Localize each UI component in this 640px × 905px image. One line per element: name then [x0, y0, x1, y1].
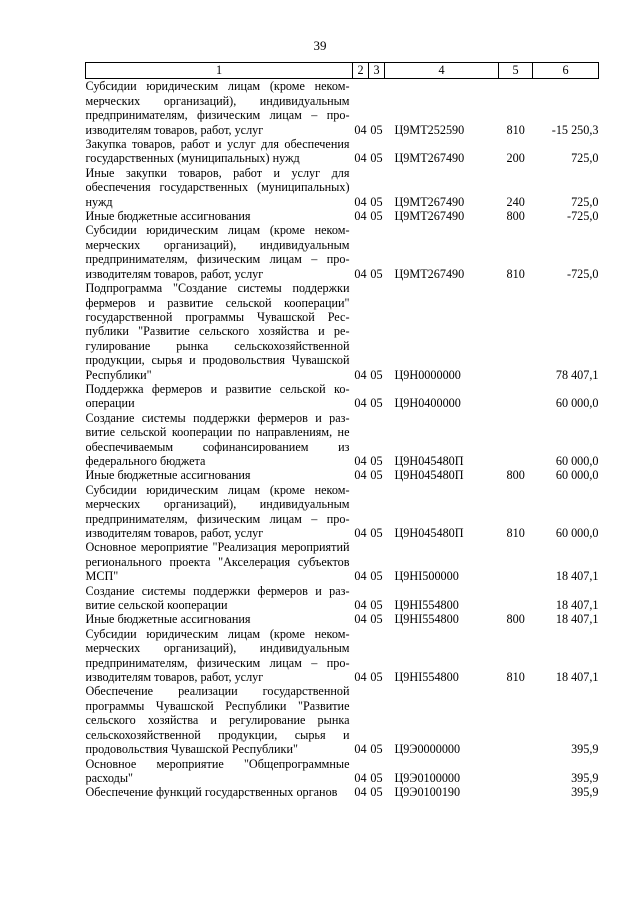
row-target-article-code: Ц9НI500000: [394, 569, 459, 584]
row-target-article-code: Ц9Э0100000: [394, 770, 461, 785]
row-target-article-code: Ц9НI554800: [394, 612, 459, 627]
row-section-code: 04: [354, 598, 367, 613]
row-target-article-code: Ц9Н045480П: [394, 526, 464, 540]
table-body: [86, 79, 599, 800]
row-expense-type-code: [499, 281, 533, 382]
row-amount: -725,0: [567, 209, 599, 224]
row-target-article-code: Ц9МТ267490: [394, 209, 465, 224]
row-expense-type-code: [499, 584, 533, 613]
row-section-code: 04: [354, 194, 367, 209]
row-name: Иные бюджетные ассигнования: [85, 468, 251, 483]
table-row: [86, 584, 599, 613]
row-name: Поддержка фермеров и развитие сельской кооперации: [85, 381, 350, 411]
table-row: [86, 209, 599, 223]
row-amount: 395,9: [571, 770, 599, 785]
row-name: Подпрограмма "Создание системы поддержки фермеров и развитие сельской кооперации" государственной программы Чувашской Республики "Развитие сельского хозяйства и регулирование рынка сельскохозяйственной продукции, сырья и продовольствия Чувашской Республики": [85, 281, 350, 382]
row-name: Иные бюджетные ассигнования: [85, 209, 251, 224]
row-amount: 60 000,0: [555, 396, 599, 411]
row-target-article-code: Ц9МТ252590: [394, 122, 465, 137]
row-section-code: 04: [354, 122, 367, 137]
table-row: [86, 411, 599, 469]
row-amount: -725,0: [567, 266, 599, 281]
row-amount: 18 407,1: [555, 612, 599, 627]
row-expense-type-code: 810: [506, 122, 525, 137]
row-subsection-code: 05: [370, 122, 383, 137]
row-target-article-code: Ц9МТ267490: [394, 151, 465, 166]
row-amount: 18 407,1: [555, 670, 599, 685]
row-name: Обеспечение реализации государственной программы Чувашской Республики "Развитие сельского хозяйства и регулирование рынка сельскохозяйственной продукции, сырья и продовольствия Чувашской Республики": [85, 684, 350, 757]
table-row: [86, 79, 599, 137]
row-section-code: 04: [354, 266, 367, 281]
row-subsection-code: 05: [370, 209, 383, 224]
row-amount: 78 407,1: [555, 367, 599, 382]
row-name: Основное мероприятие "Общепрограммные расходы": [85, 756, 350, 785]
row-expense-type-code: 810: [506, 526, 525, 540]
row-subsection-code: 05: [370, 151, 383, 166]
row-amount: 60 000,0: [555, 468, 599, 483]
row-section-code: 04: [354, 526, 367, 540]
header-col-3: 3: [369, 63, 385, 79]
row-subsection-code: 05: [370, 569, 383, 584]
table-row: [86, 757, 599, 786]
row-name: Субсидии юридическим лицам (кроме некоммерческих организаций), индивидуальным предпринимателям, физическим лицам – производителям товаров, работ, услуг: [85, 223, 350, 281]
table-row: [86, 382, 599, 411]
row-target-article-code: Ц9Э0000000: [394, 742, 461, 757]
row-subsection-code: 05: [370, 266, 383, 281]
row-name: Субсидии юридическим лицам (кроме некоммерческих организаций), индивидуальным предпринимателям, физическим лицам – производителям товаров, работ, услуг: [85, 79, 350, 137]
row-amount: 60 000,0: [555, 453, 599, 468]
row-subsection-code: 05: [370, 742, 383, 757]
page-number: 39: [313, 38, 327, 53]
row-expense-type-code: [499, 684, 533, 756]
row-name: Иные закупки товаров, работ и услуг для обеспечения государственных (муниципальных) нужд: [85, 165, 350, 209]
row-section-code: 04: [354, 770, 367, 785]
row-expense-type-code: [499, 757, 533, 786]
row-section-code: 04: [354, 453, 367, 468]
table-row: [86, 468, 599, 482]
table-header-row: [86, 63, 599, 79]
row-target-article-code: Ц9НI554800: [394, 598, 459, 613]
row-section-code: 04: [354, 396, 367, 411]
row-subsection-code: 05: [370, 670, 383, 685]
row-target-article-code: Ц9Н045480П: [394, 453, 464, 468]
row-target-article-code: Ц9Н0400000: [394, 396, 461, 411]
row-name: Субсидии юридическим лицам (кроме некоммерческих организаций), индивидуальным предпринимателям, физическим лицам – производителям товаров, работ, услуг: [85, 626, 350, 685]
row-subsection-code: 05: [370, 785, 383, 800]
row-expense-type-code: 800: [506, 468, 525, 483]
row-target-article-code: Ц9Н0000000: [394, 367, 461, 382]
row-subsection-code: 05: [370, 598, 383, 613]
row-expense-type-code: [499, 382, 533, 411]
row-section-code: 04: [354, 209, 367, 224]
row-target-article-code: Ц9МТ267490: [394, 194, 465, 209]
row-subsection-code: 05: [370, 396, 383, 411]
row-amount: 395,9: [571, 785, 599, 800]
row-subsection-code: 05: [370, 468, 383, 483]
row-section-code: 04: [354, 151, 367, 166]
row-name: Субсидии юридическим лицам (кроме некоммерческих организаций), индивидуальным предпринимателям, физическим лицам – производителям товаров, работ, услуг: [85, 482, 350, 540]
row-target-article-code: Ц9Э0100190: [394, 785, 461, 800]
row-subsection-code: 05: [370, 770, 383, 785]
row-section-code: 04: [354, 785, 367, 800]
row-subsection-code: 05: [370, 612, 383, 627]
row-name: Основное мероприятие "Реализация мероприятий регионального проекта "Акселерация субъектов МСП": [85, 540, 350, 584]
row-amount: 725,0: [571, 194, 599, 209]
row-amount: 395,9: [571, 742, 599, 757]
table-row: [86, 166, 599, 209]
table-row: [86, 612, 599, 626]
row-section-code: 04: [354, 670, 367, 685]
table-row: [86, 223, 599, 281]
table-row: [86, 540, 599, 583]
row-subsection-code: 05: [370, 526, 383, 540]
row-name: Обеспечение функций государственных органов: [85, 785, 338, 800]
row-expense-type-code: 240: [506, 194, 525, 209]
row-name: Создание системы поддержки фермеров и развитие сельской кооперации: [85, 583, 350, 613]
row-expense-type-code: 810: [506, 266, 525, 281]
row-name: Закупка товаров, работ и услуг для обеспечения государственных (муниципальных) нужд: [85, 137, 350, 166]
header-col-4: 4: [385, 63, 499, 79]
header-col-5: 5: [499, 63, 533, 79]
row-name: Иные бюджетные ассигнования: [85, 612, 251, 627]
row-name: Создание системы поддержки фермеров и развитие сельской кооперации по направлениям, не обеспечиваемым софинансированием из федерального бюджета: [85, 410, 350, 468]
row-subsection-code: 05: [370, 194, 383, 209]
table-row: [86, 684, 599, 756]
row-subsection-code: 05: [370, 453, 383, 468]
table-row: [86, 785, 599, 799]
row-expense-type-code: [499, 411, 533, 469]
table-row: [86, 281, 599, 382]
row-amount: -15 250,3: [551, 122, 599, 137]
row-section-code: 04: [354, 468, 367, 483]
table-row: [86, 137, 599, 166]
row-amount: 725,0: [571, 151, 599, 166]
row-amount: 18 407,1: [555, 569, 599, 584]
row-target-article-code: Ц9МТ267490: [394, 266, 465, 281]
header-col-6: 6: [533, 63, 599, 79]
row-amount: 18 407,1: [555, 598, 599, 613]
row-section-code: 04: [354, 569, 367, 584]
row-expense-type-code: 800: [506, 209, 525, 224]
header-col-2: 2: [353, 63, 369, 79]
budget-table: [85, 62, 599, 800]
row-expense-type-code: 800: [506, 612, 525, 627]
row-expense-type-code: [499, 785, 533, 799]
row-amount: 60 000,0: [555, 526, 599, 540]
row-expense-type-code: [499, 540, 533, 583]
row-target-article-code: Ц9НI554800: [394, 670, 459, 685]
row-section-code: 04: [354, 367, 367, 382]
row-section-code: 04: [354, 742, 367, 757]
header-col-1: 1: [86, 63, 353, 79]
table-row: [86, 627, 599, 685]
row-subsection-code: 05: [370, 367, 383, 382]
row-target-article-code: Ц9Н045480П: [394, 468, 464, 483]
row-section-code: 04: [354, 612, 367, 627]
table-row: [86, 483, 599, 541]
row-expense-type-code: 200: [506, 151, 525, 166]
row-expense-type-code: 810: [506, 670, 525, 685]
